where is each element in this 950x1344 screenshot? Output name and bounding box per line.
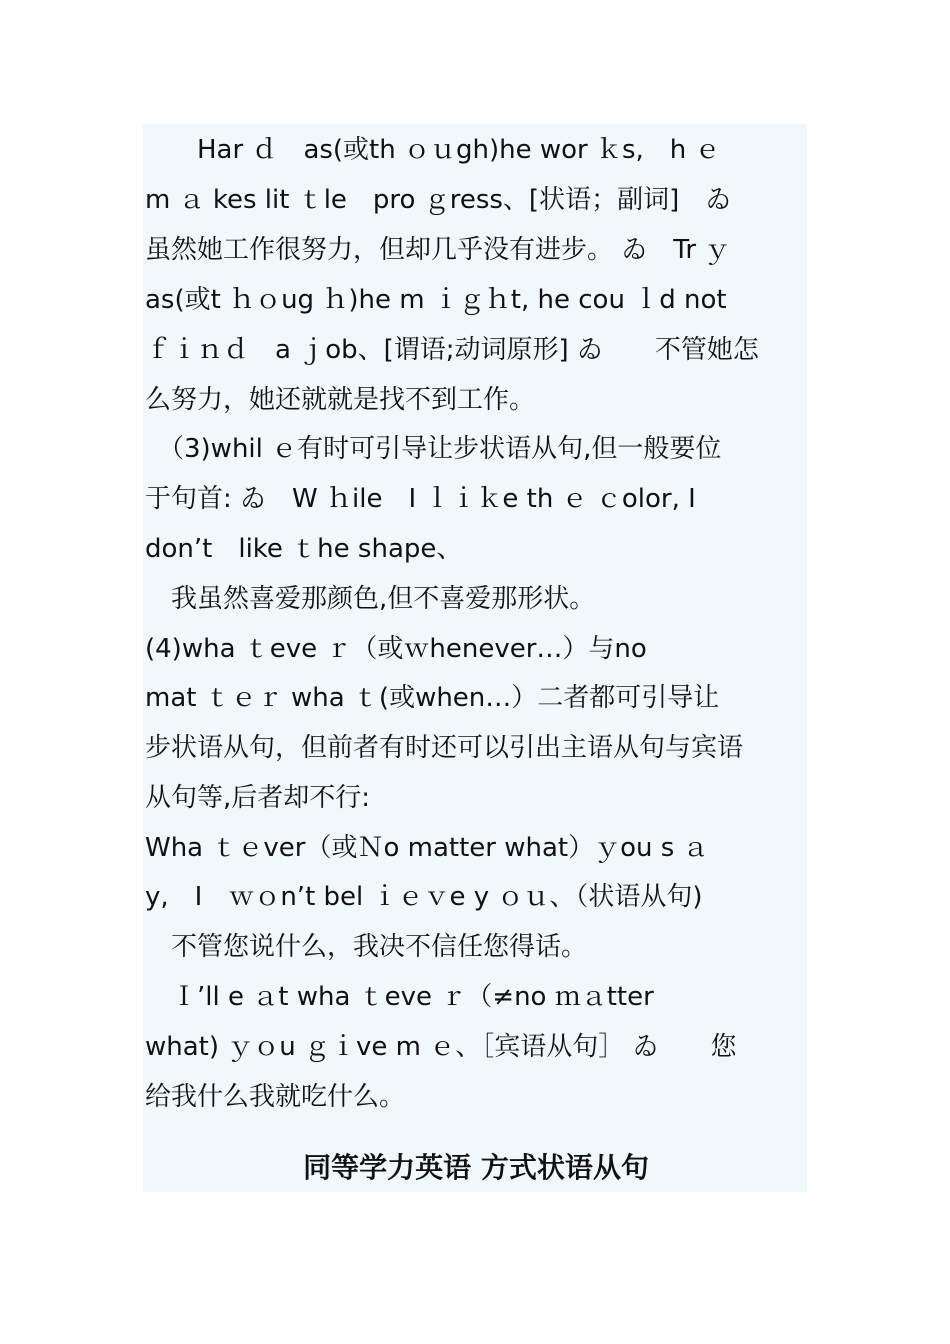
text-line: 步状语从句，但前者有时还可以引出主语从句与宾语 [145,733,744,763]
text-line: m ａ kes lit ｔle pro ｇress、[状语；副词] ゐ [145,185,732,215]
text-line: Ｉ’ll e ａt wha ｔeve ｒ（≠no ｍａtter [145,982,654,1012]
text-line: mat ｔｅｒ wha ｔ(或when…）二者都可引导让 [145,683,720,713]
text-line: Wha ｔｅver（或Ｎo matter what）ｙou s ａ [145,833,709,863]
text-line: as(或t ｈｏug ｈ)he m ｉｇｈt, he cou ｌd not [145,285,727,315]
text-line: 我虽然喜爱那颜色,但不喜爱那形状。 [145,584,596,614]
text-line: 从句等,后者却不行: [145,783,371,813]
text-line: 虽然她工作很努力，但却几乎没有进步。 ゐ Tr ｙ [145,235,731,265]
text-line: y, I ｗｏn’t bel ｉｅｖe y ｏｕ、（状语从句) [145,882,703,912]
text-line: what) ｙｏu ｇｉve m ｅ、［宾语从句］ ゐ 您 [145,1032,737,1062]
text-line: 不管您说什么，我决不信任您得话。 [145,932,588,962]
text-line: （3)whil ｅ有时可引导让步状语从句,但一般要位 [145,434,722,464]
text-line: ｆｉｎｄ a ｊob、[谓语;动词原形] ゐ 不管她怎 [145,335,759,365]
text-line: don’t like ｔhe shape、 [145,534,463,564]
text-line: Har ｄ as(或th ｏｕgh)he wor ｋs, h ｅ [145,135,721,165]
section-heading: 同等学力英语 方式状语从句 [303,1151,649,1184]
text-line: 么努力，她还就就是找不到工作。 [145,385,536,415]
text-line: (4)wha ｔeve ｒ（或ｗhenever…）与no [145,634,647,664]
text-line: 给我什么我就吃什么。 [145,1082,406,1112]
text-line: 于句首: ゐ W ｈile I ｌｉｋe th ｅ ｃolor, I [145,484,696,514]
